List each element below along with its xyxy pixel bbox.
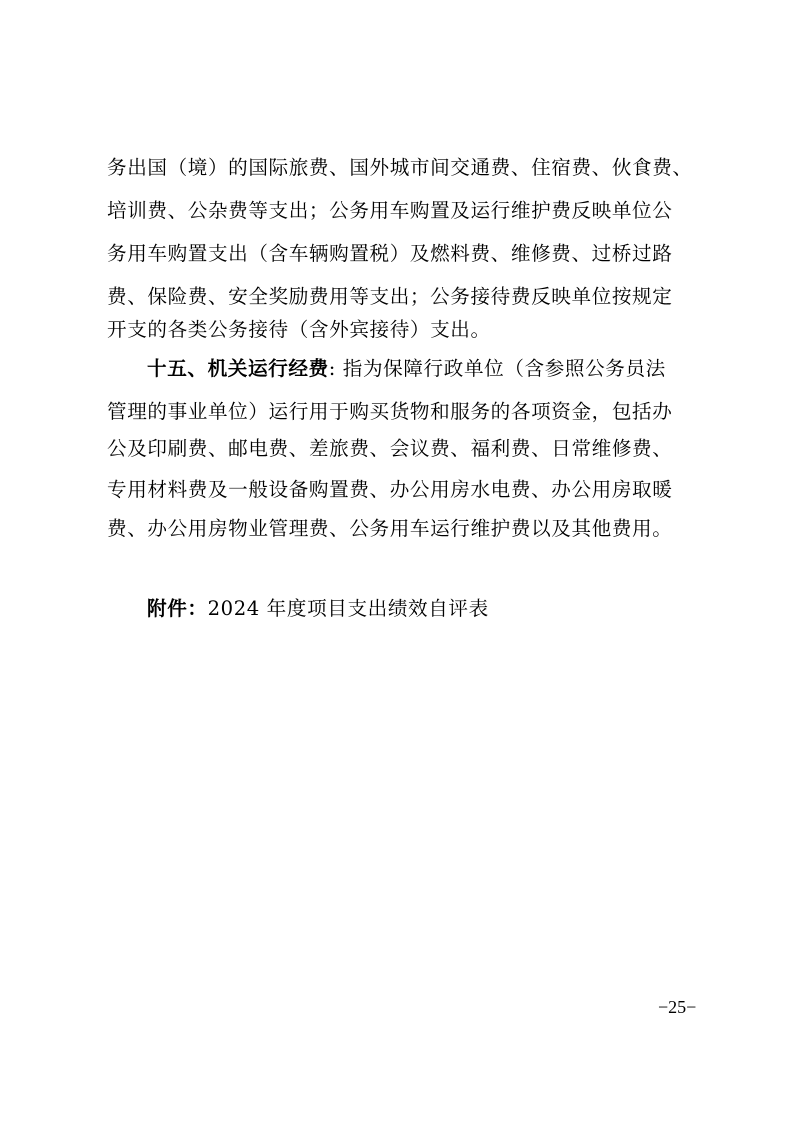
page-number: −25− bbox=[658, 997, 697, 1017]
attachment-label: 附件： bbox=[147, 597, 208, 620]
section-15-line-3: 公及印刷费、邮电费、差旅费、会议费、福利费、日常维修费、 bbox=[107, 437, 673, 460]
paragraph-1-line-2: 培训费、公杂费等支出；公务用车购置及运行维护费反映单位公 bbox=[107, 199, 673, 222]
attachment-line bbox=[147, 595, 489, 623]
attachment-text: 2024 年度项目支出绩效自评表 bbox=[207, 597, 489, 620]
paragraph-1-line-3: 务用车购置支出（含车辆购置税）及燃料费、维修费、过桥过路 bbox=[107, 242, 673, 265]
section-15-line-2: 管理的事业单位）运行用于购买货物和服务的各项资金，包括办 bbox=[107, 400, 673, 423]
paragraph-1-line-5: 开支的各类公务接待（含外宾接待）支出。 bbox=[107, 318, 491, 341]
section-15-first-line-text: : 指为保障行政单位（含参照公务员法 bbox=[328, 357, 666, 380]
section-15-line-5: 费、办公用房物业管理费、公务用车运行维护费以及其他费用。 bbox=[107, 517, 673, 540]
paragraph-1-line-4: 费、保险费、安全奖励费用等支出；公务接待费反映单位按规定 bbox=[107, 285, 673, 308]
section-15-first-line bbox=[147, 355, 666, 383]
section-15-heading: 十五、机关运行经费 bbox=[147, 357, 329, 380]
paragraph-1-line-1: 务出国（境）的国际旅费、国外城市间交通费、住宿费、伙食费、 bbox=[107, 156, 693, 179]
section-15-line-4: 专用材料费及一般设备购置费、办公用房水电费、办公用房取暖 bbox=[107, 478, 673, 501]
